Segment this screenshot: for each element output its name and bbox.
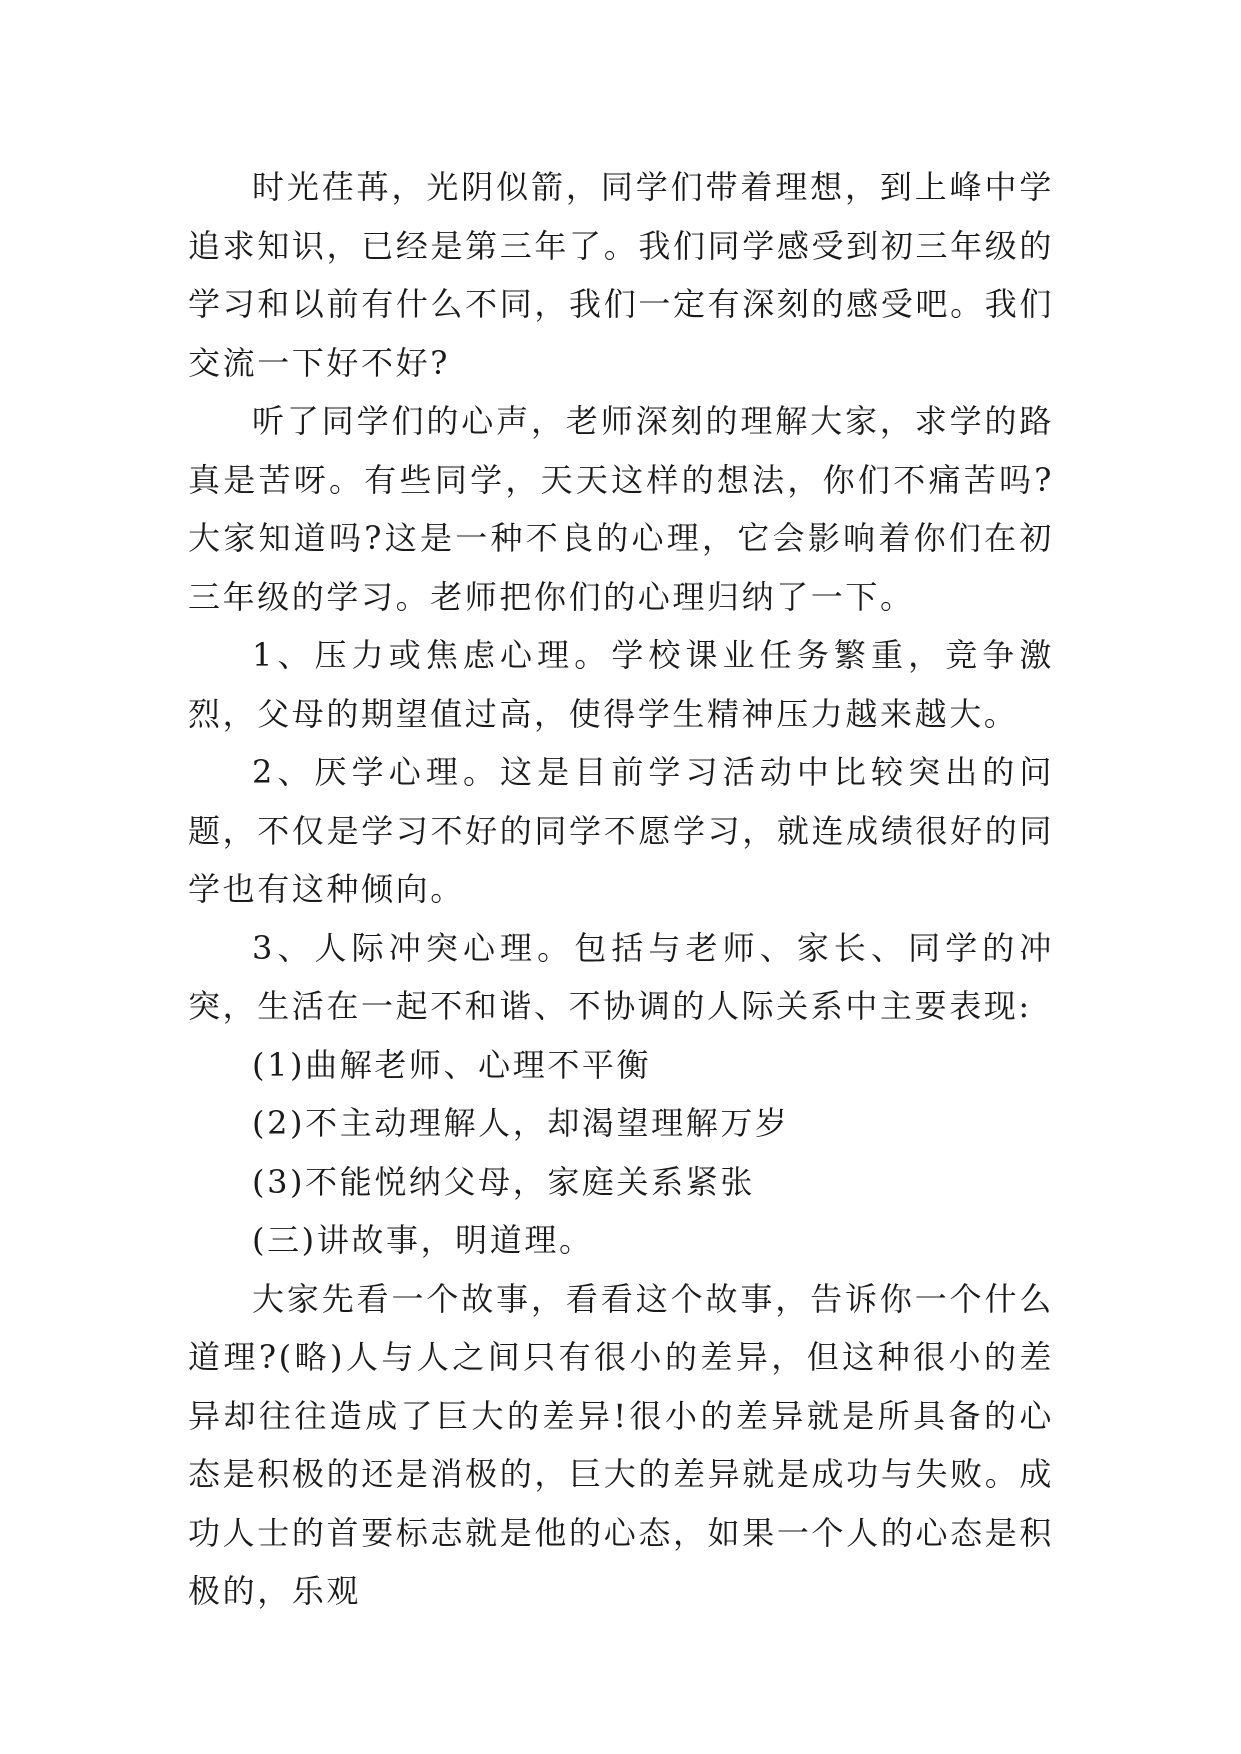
list-item-family-tension: (3)不能悦纳父母，家庭关系紧张	[252, 1162, 755, 1201]
list-item-not-understanding-others: (2)不主动理解人，却渴望理解万岁	[252, 1104, 790, 1142]
document-page	[188, 158, 1054, 1621]
paragraph-teacher-understanding: 听了同学们的心声，老师深刻的理解大家，求学的路真是苦呀。有些同学，天天这样的想法，你们不痛苦吗?大家知道吗?这是一种不良的心理，它会影响着你们在初三年级的学习。老师把你们的心理归纳了一下。	[188, 402, 1054, 616]
section-heading-story: (三)讲故事，明道理。	[252, 1221, 594, 1259]
paragraph-pressure-anxiety: 1、压力或焦虑心理。学校课业任务繁重，竞争激烈，父母的期望值过高，使得学生精神压力越来越大。	[188, 636, 1054, 733]
paragraph-interpersonal-conflict: 3、人际冲突心理。包括与老师、家长、同学的冲突，生活在一起不和谐、不协调的人际关系中主要表现:	[188, 928, 1054, 1025]
paragraph-intro: 时光荏苒，光阴似箭，同学们带着理想，到上峰中学追求知识，已经是第三年了。我们同学感受到初三年级的学习和以前有什么不同，我们一定有深刻的感受吧。我们交流一下好不好?	[188, 168, 1054, 382]
paragraph-story: 大家先看一个故事，看看这个故事，告诉你一个什么道理?(略)人与人之间只有很小的差异，但这种很小的差异却往往造成了巨大的差异!很小的差异就是所具备的心态是积极的还是消极的，巨大的差异就是成功与失败。成功人士的首要标志就是他的心态，如果一个人的心态是积极的，乐观	[188, 1279, 1054, 1610]
paragraph-study-aversion: 2、厌学心理。这是目前学习活动中比较突出的问题，不仅是学习不好的同学不愿学习，就连成绩很好的同学也有这种倾向。	[188, 753, 1054, 908]
list-item-misunderstand-teacher: (1)曲解老师、心理不平衡	[252, 1045, 652, 1084]
